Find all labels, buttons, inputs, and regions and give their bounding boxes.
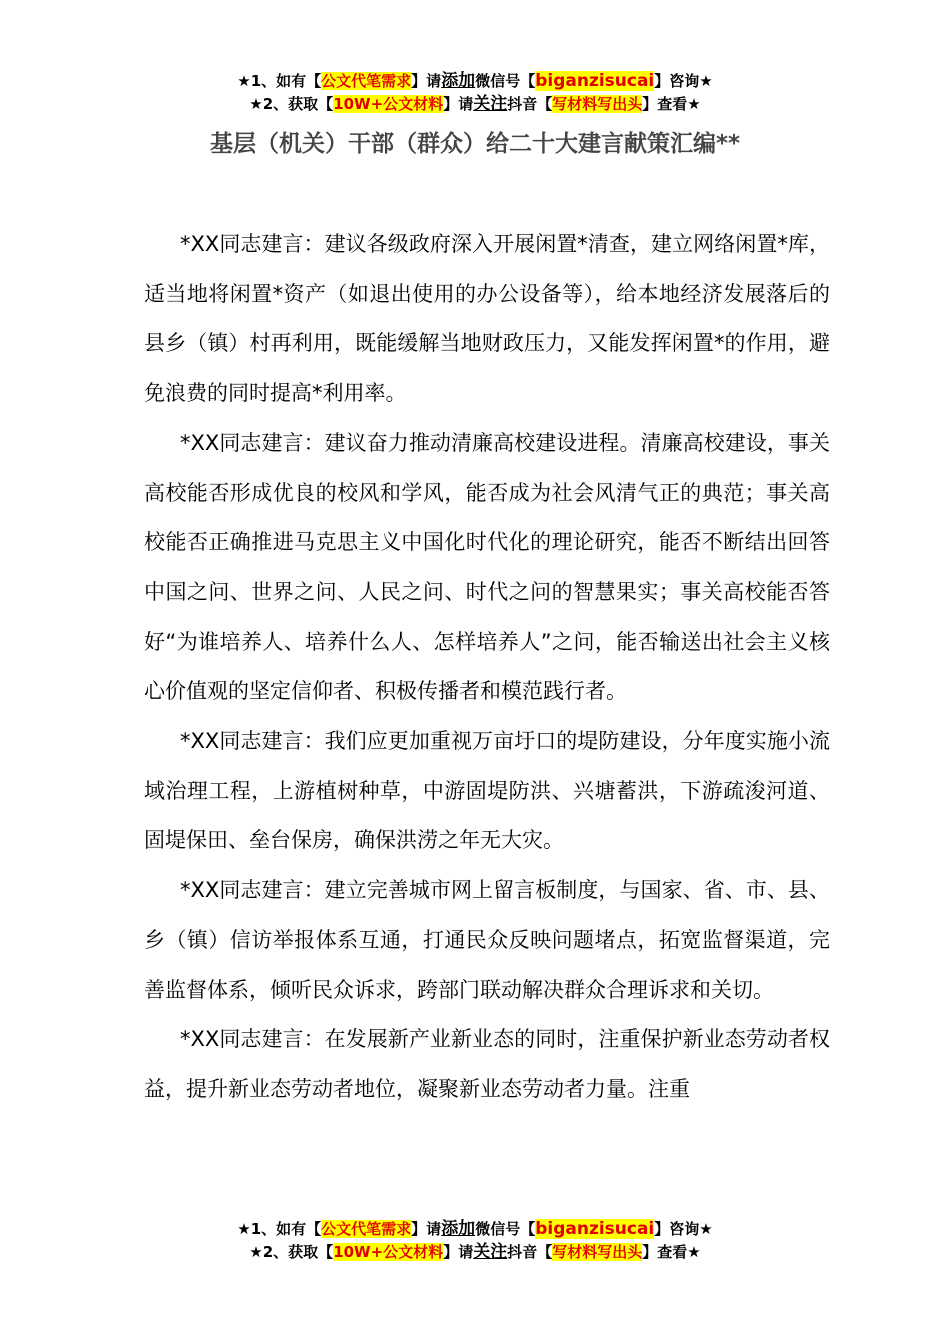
notice-douyin-id: 写材料写出头 [552, 95, 643, 113]
notice-text: 】请 [411, 72, 442, 90]
notice-text: 】请 [411, 1220, 442, 1238]
notice-text: ★2、获取【 [249, 1243, 334, 1261]
notice-line-1 [0, 70, 950, 93]
notice-text: 抖音【 [507, 1243, 553, 1261]
notice-highlight: 10W+公文材料 [333, 1243, 444, 1261]
notice-highlight: 公文代笔需求 [321, 72, 412, 90]
notice-text: 】请 [443, 95, 474, 113]
notice-emphasis: 关注 [473, 1242, 508, 1262]
notice-text: 微信号【 [475, 72, 536, 90]
notice-text: 微信号【 [475, 1220, 536, 1238]
paragraph-4: *XX同志建言：建立完善城市网上留言板制度，与国家、省、市、县、乡（镇）信访举报体系互通，打通民众反映问题堵点，拓宽监督渠道，完善监督体系，倾听民众诉求，跨部门联动解决群众合理诉求和关切。 [144, 878, 830, 1002]
notice-text: 】查看★ [642, 1243, 701, 1261]
notice-text: 】查看★ [642, 95, 701, 113]
notice-highlight: 10W+公文材料 [333, 95, 444, 113]
footer-notice [0, 1218, 950, 1264]
document-body [144, 220, 830, 1115]
notice-text: 】请 [443, 1243, 474, 1261]
notice-text: 】咨询★ [654, 72, 713, 90]
header-notice [0, 70, 950, 116]
notice-highlight: 公文代笔需求 [321, 1220, 412, 1238]
notice-text: ★2、获取【 [249, 95, 334, 113]
notice-text: ★1、如有【 [237, 72, 322, 90]
notice-text: 】咨询★ [654, 1220, 713, 1238]
notice-emphasis: 关注 [473, 94, 508, 114]
document-title: 基层（机关）干部（群众）给二十大建言献策汇编** [209, 131, 741, 157]
notice-emphasis: 添加 [441, 71, 476, 91]
notice-text: 抖音【 [507, 95, 553, 113]
notice-wechat-id: biganzisucai [535, 1219, 655, 1239]
notice-douyin-id: 写材料写出头 [552, 1243, 643, 1261]
paragraph-5: *XX同志建言：在发展新产业新业态的同时，注重保护新业态劳动者权益，提升新业态劳动者地位，凝聚新业态劳动者力量。注重 [144, 1027, 830, 1101]
notice-wechat-id: biganzisucai [535, 71, 655, 91]
notice-line-1 [0, 1218, 950, 1241]
paragraph-3: *XX同志建言：我们应更加重视万亩圩口的堤防建设，分年度实施小流域治理工程，上游植树种草，中游固堤防洪、兴塘蓄洪，下游疏浚河道、固堤保田、垒台保房，确保洪涝之年无大灾。 [144, 729, 830, 853]
notice-line-2 [0, 1241, 950, 1264]
paragraph-1: *XX同志建言：建议各级政府深入开展闲置*清查，建立网络闲置*库，适当地将闲置*资产（如退出使用的办公设备等），给本地经济发展落后的县乡（镇）村再利用，既能缓解当地财政压力，又能发挥闲置*的作用，避免浪费的同时提高*利用率。 [144, 232, 830, 406]
notice-line-2 [0, 93, 950, 116]
notice-text: ★1、如有【 [237, 1220, 322, 1238]
notice-emphasis: 添加 [441, 1219, 476, 1239]
paragraph-2: *XX同志建言：建议奋力推动清廉高校建设进程。清廉高校建设，事关高校能否形成优良的校风和学风，能否成为社会风清气正的典范；事关高校能否正确推进马克思主义中国化时代化的理论研究，能否不断结出回答中国之问、世界之问、人民之问、时代之问的智慧果实；事关高校能否答好“为谁培养人、培养什么人、怎样培养人”之问，能否输送出社会主义核心价值观的坚定信仰者、积极传播者和模范践行者。 [144, 430, 830, 704]
